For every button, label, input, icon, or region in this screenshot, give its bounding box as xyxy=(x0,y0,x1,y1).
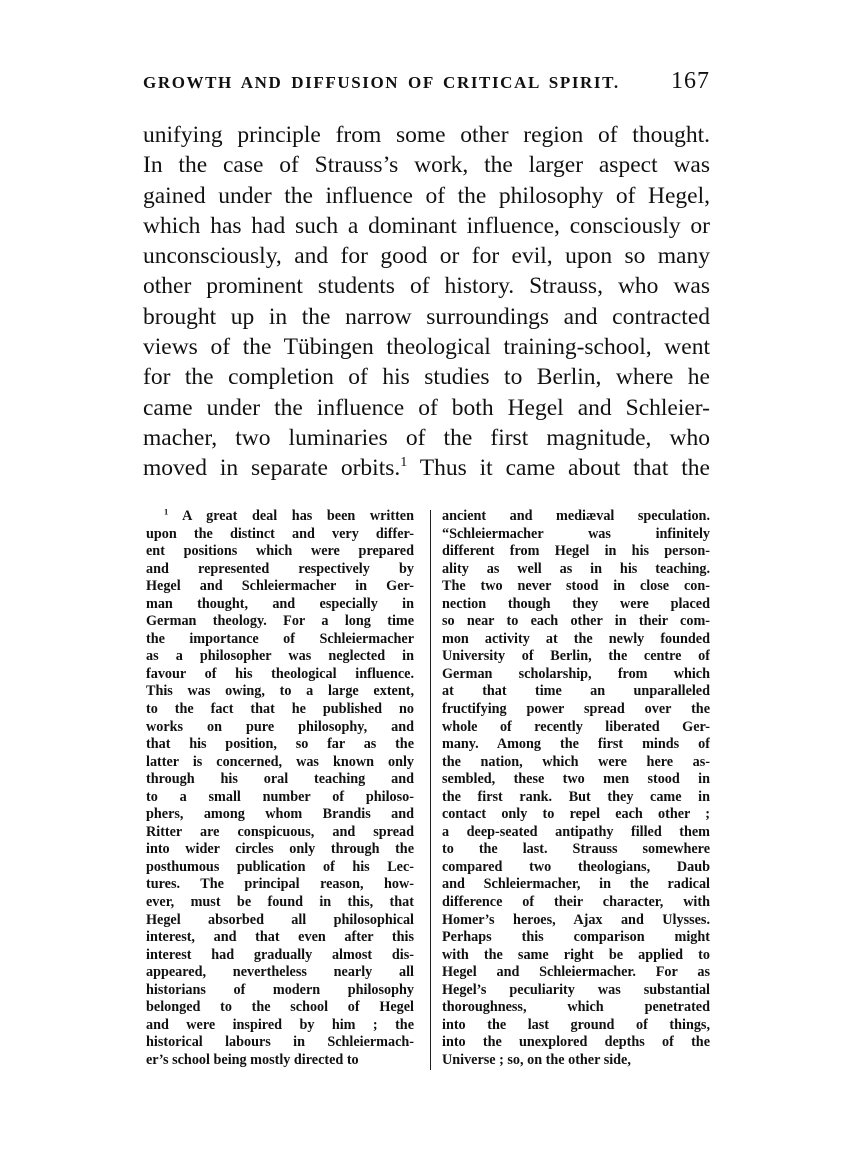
footnote-line: man thought, and especially in xyxy=(146,595,414,612)
footnote-column-right xyxy=(442,508,710,1070)
footnote-line: into the last ground of things, xyxy=(442,1016,710,1033)
footnote-line: historians of modern philosophy xyxy=(146,981,414,998)
footnote-first-line-text: A great deal has been written xyxy=(168,508,414,524)
footnote-line: thoroughness, which penetrated xyxy=(442,999,710,1016)
footnote-line: tures. The principal reason, how- xyxy=(146,876,414,893)
body-line: views of the Tübingen theological training-school, went xyxy=(143,334,710,361)
footnote-line: Hegel’s peculiarity was substantial xyxy=(442,981,710,998)
footnote-line: to a small number of philoso- xyxy=(146,788,414,805)
footnote-line: works on pure philosophy, and xyxy=(146,718,414,735)
footnote-line: and represented respectively by xyxy=(146,560,414,577)
footnote-line: ent positions which were prepared xyxy=(146,543,414,560)
footnote-line: as a philosopher was neglected in xyxy=(146,648,414,665)
body-line: macher, two luminaries of the first magnitude, who xyxy=(143,424,710,451)
footnote-line: the nation, which were here as- xyxy=(442,753,710,770)
footnote-line: ancient and mediæval speculation. xyxy=(442,508,710,524)
footnote-line: and Schleiermacher, in the radical xyxy=(442,876,710,893)
body-line: gained under the influence of the philosophy of Hegel, xyxy=(143,182,710,209)
footnote-line: interest had gradually almost dis- xyxy=(146,946,414,963)
body-last-line-end: Thus it came about that the xyxy=(407,455,710,482)
footnote-line: “Schleiermacher was infinitely xyxy=(442,525,710,542)
footnote-line: mon activity at the newly founded xyxy=(442,630,710,647)
footnote-column-left xyxy=(146,508,414,1070)
footnote-line: University of Berlin, the centre of xyxy=(442,648,710,665)
footnote-line: contact only to repel each other ; xyxy=(442,806,710,823)
footnote-first-line xyxy=(146,508,414,526)
body-line: unifying principle from some other region of thought. xyxy=(143,122,710,148)
footnote-line: Hegel absorbed all philosophical xyxy=(146,911,414,928)
column-divider xyxy=(430,510,431,1070)
body-last-line-start: moved in separate orbits. xyxy=(143,455,401,482)
footnote-line: that his position, so far as the xyxy=(146,736,414,753)
footnote-line: different from Hegel in his person- xyxy=(442,543,710,560)
footnote-line: at that time an unparalleled xyxy=(442,683,710,700)
footnote-line: with the same right be applied to xyxy=(442,946,710,963)
footnote-line: historical labours in Schleiermach- xyxy=(146,1034,414,1051)
footnote-line: Hegel and Schleiermacher in Ger- xyxy=(146,578,414,595)
footnote-line: whole of recently liberated Ger- xyxy=(442,718,710,735)
footnote-line: compared two theologians, Daub xyxy=(442,858,710,875)
footnote-line: appeared, nevertheless nearly all xyxy=(146,964,414,981)
running-head xyxy=(143,68,710,98)
footnote-line: sembled, these two men stood in xyxy=(442,771,710,788)
footnote-line: Homer’s heroes, Ajax and Ulysses. xyxy=(442,911,710,928)
footnote-line: posthumous publication of his Lec- xyxy=(146,858,414,875)
footnote-line: so near to each other in their com- xyxy=(442,613,710,630)
footnote-line: and were inspired by him ; the xyxy=(146,1016,414,1033)
footnote-line: fructifying power spread over the xyxy=(442,701,710,718)
footnote-line: a deep-seated antipathy filled them xyxy=(442,823,710,840)
body-line: other prominent students of history. Strauss, who was xyxy=(143,273,710,300)
footnote-reference: 1 xyxy=(400,454,408,471)
footnote-line: latter is concerned, was known only xyxy=(146,753,414,770)
body-line: came under the influence of both Hegel and Schleier- xyxy=(143,394,710,421)
footnote-marker: 1 xyxy=(164,508,169,517)
footnote-line: Ritter are conspicuous, and spread xyxy=(146,823,414,840)
footnote-line: into wider circles only through the xyxy=(146,841,414,858)
footnote-line: ever, must be found in this, that xyxy=(146,894,414,911)
footnote-line: phers, among whom Brandis and xyxy=(146,806,414,823)
footnote-line: Hegel and Schleiermacher. For as xyxy=(442,964,710,981)
body-line: unconsciously, and for good or for evil, upon so many xyxy=(143,243,710,270)
footnote-line: This was owing, to a large extent, xyxy=(146,683,414,700)
footnote-line: to the last. Strauss somewhere xyxy=(442,841,710,858)
footnote-line: difference of their character, with xyxy=(442,894,710,911)
footnote-line: into the unexplored depths of the xyxy=(442,1034,710,1051)
footnote-line: interest, and that even after this xyxy=(146,929,414,946)
footnote-line: nection though they were placed xyxy=(442,595,710,612)
footnote-line: the importance of Schleiermacher xyxy=(146,630,414,647)
body-line: In the case of Strauss’s work, the larger aspect was xyxy=(143,152,710,179)
footnote-line: to the fact that he published no xyxy=(146,701,414,718)
footnote-line: through his oral teaching and xyxy=(146,771,414,788)
page-number: 167 xyxy=(671,68,710,94)
footnote-line: Perhaps this comparison might xyxy=(442,929,710,946)
main-body-text xyxy=(143,120,710,484)
body-line: brought up in the narrow surroundings and contracted xyxy=(143,303,710,330)
body-line: for the completion of his studies to Berlin, where he xyxy=(143,364,710,391)
footnote-line: belonged to the school of Hegel xyxy=(146,999,414,1016)
footnote-line: ality as well as in his teaching. xyxy=(442,560,710,577)
footnote-line: German theology. For a long time xyxy=(146,613,414,630)
footnote-line: The two never stood in close con- xyxy=(442,578,710,595)
footnote-line: German scholarship, from which xyxy=(442,665,710,682)
body-line: which has had such a dominant influence, consciously or xyxy=(143,212,710,239)
footnote-line: many. Among the first minds of xyxy=(442,736,710,753)
footnote-line: favour of his theological influence. xyxy=(146,665,414,682)
footnote-line: upon the distinct and very differ- xyxy=(146,525,414,542)
running-title: GROWTH AND DIFFUSION OF CRITICAL SPIRIT. xyxy=(143,73,620,92)
body-last-line xyxy=(143,453,710,483)
footnote-line: er’s school being mostly directed to xyxy=(146,1051,359,1068)
footnote-line: Universe ; so, on the other side, xyxy=(442,1051,631,1068)
footnote-line: the first rank. But they came in xyxy=(442,788,710,805)
